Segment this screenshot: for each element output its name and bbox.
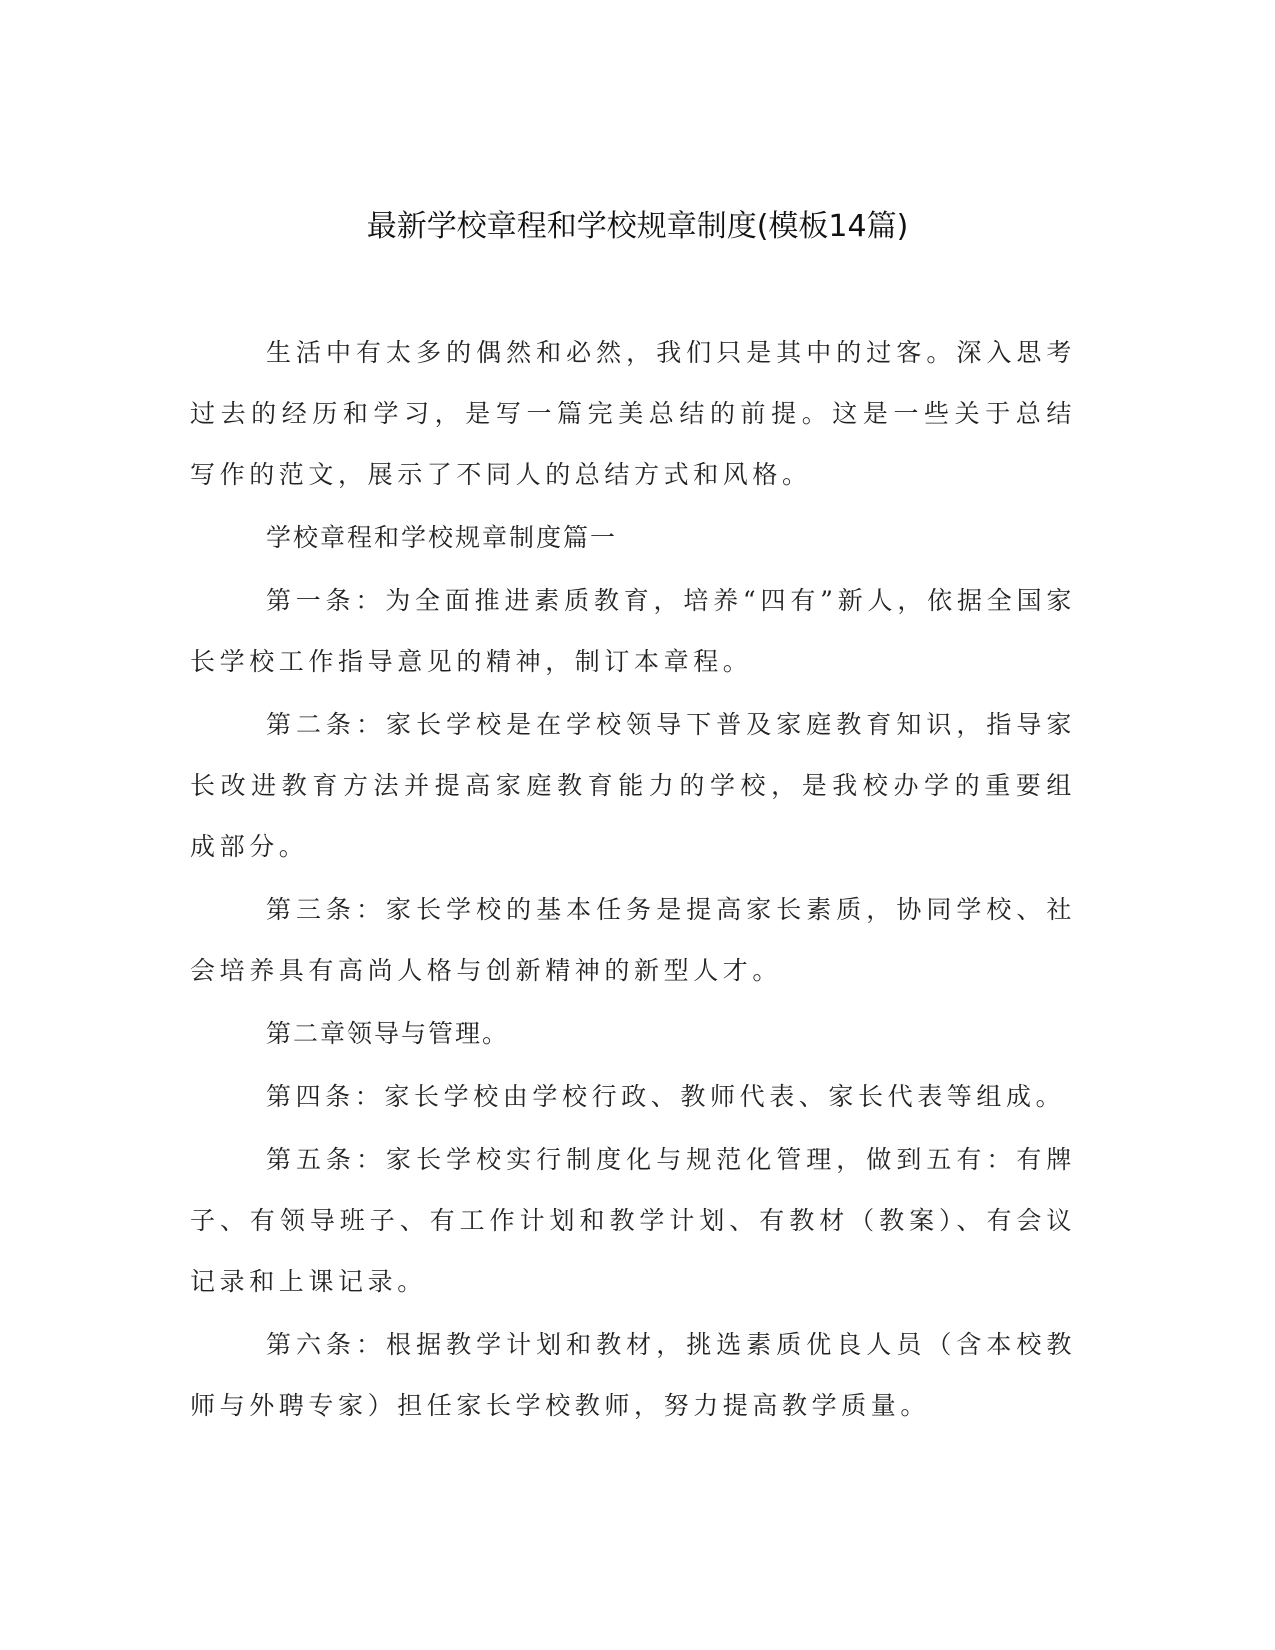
section-heading: 学校章程和学校规章制度篇一 <box>266 523 618 552</box>
article-4-paragraph: 第四条：家长学校由学校行政、教师代表、家长代表等组成。 <box>266 1082 1066 1111</box>
article-3-paragraph: 第三条：家长学校的基本任务是提高家长素质，协同学校、社会培养具有高尚人格与创新精神的新型人才。 <box>190 895 1076 985</box>
article-1-paragraph: 第一条：为全面推进素质教育，培养“四有”新人，依据全国家长学校工作指导意见的精神，制订本章程。 <box>190 586 1076 676</box>
intro-paragraph: 生活中有太多的偶然和必然，我们只是其中的过客。深入思考过去的经历和学习，是写一篇完美总结的前提。这是一些关于总结写作的范文，展示了不同人的总结方式和风格。 <box>190 338 1076 489</box>
article-2-paragraph: 第二条：家长学校是在学校领导下普及家庭教育知识，指导家长改进教育方法并提高家庭教育能力的学校，是我校办学的重要组成部分。 <box>190 710 1076 861</box>
article-5-paragraph: 第五条：家长学校实行制度化与规范化管理，做到五有：有牌子、有领导班子、有工作计划和教学计划、有教材（教案）、有会议记录和上课记录。 <box>190 1145 1076 1296</box>
document-body <box>190 322 1076 1438</box>
chapter-heading: 第二章领导与管理。 <box>266 1019 510 1048</box>
article-6-paragraph: 第六条：根据教学计划和教材，挑选素质优良人员（含本校教师与外聘专家）担任家长学校教师，努力提高教学质量。 <box>190 1330 1076 1420</box>
document-title: 最新学校章程和学校规章制度(模板14篇) <box>366 209 909 244</box>
